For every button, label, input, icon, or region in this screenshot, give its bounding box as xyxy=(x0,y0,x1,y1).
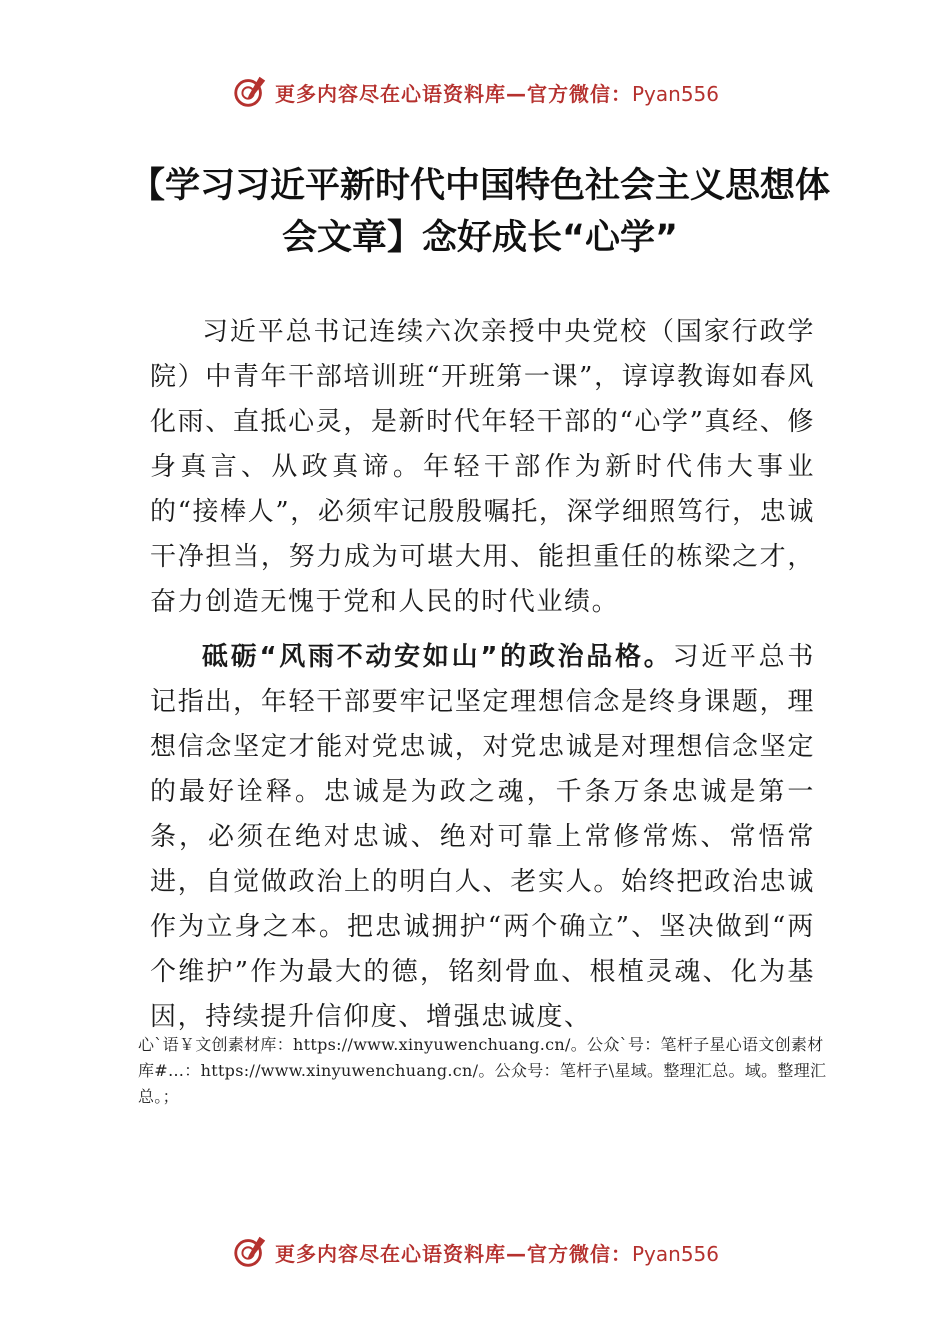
pen-logo-icon xyxy=(231,1233,269,1271)
paragraph-2-lead: 砥砺“风雨不动安如山”的政治品格。 xyxy=(202,642,673,672)
pen-logo-icon xyxy=(231,73,269,111)
paragraph-2: 砥砺“风雨不动安如山”的政治品格。习近平总书记指出，年轻干部要牢记坚定理想信念是终身课题，理想信念坚定才能对党忠诚，对党忠诚是对理想信念坚定的最好诠释。忠诚是为政之魂，千条万条忠诚是第一条，必须在绝对忠诚、绝对可靠上常修常炼、常悟常进，自觉做政治上的明白人、老实人。始终把政治忠诚作为立身之本。把忠诚拥护“两个确立”、坚决做到“两个维护”作为最大的德，铭刻骨血、根植灵魂、化为基因，持续提升信仰度、增强忠诚度、 xyxy=(150,642,815,1032)
page-title: 【学习习近平新时代中国特色社会主义思想体会文章】念好成长“心学” xyxy=(130,166,831,258)
footnote: 心`语￥文创素材库：https://www.xinyuwenchuang.cn/。公众`号：笔杆子星心语文创素材库#…：https://www.xinyuwenchuang.cn/。公众号：笔杆子\星域。整理汇总。域。整理汇总。； xyxy=(138,1035,827,1106)
header-wechat-id: Pyan556 xyxy=(631,81,719,106)
header-banner xyxy=(0,72,950,112)
header-banner-text: 更多内容尽在心语资料库—官方微信：Pyan556 xyxy=(274,81,719,106)
footer-wechat-id: Pyan556 xyxy=(631,1241,719,1266)
footer-banner xyxy=(0,1232,950,1272)
article-body xyxy=(150,310,815,1050)
paragraph-1: 习近平总书记连续六次亲授中央党校（国家行政学院）中青年干部培训班“开班第一课”，谆谆教诲如春风化雨、直抵心灵，是新时代年轻干部的“心学”真经、修身真言、从政真谛。年轻干部作为新时代伟大事业的“接棒人”，必须牢记殷殷嘱托，深学细照笃行，忠诚干净担当，努力成为可堪大用、能担重任的栋梁之才，奋力创造无愧于党和人民的时代业绩。 xyxy=(150,317,815,617)
footer-banner-text: 更多内容尽在心语资料库—官方微信：Pyan556 xyxy=(274,1241,719,1266)
